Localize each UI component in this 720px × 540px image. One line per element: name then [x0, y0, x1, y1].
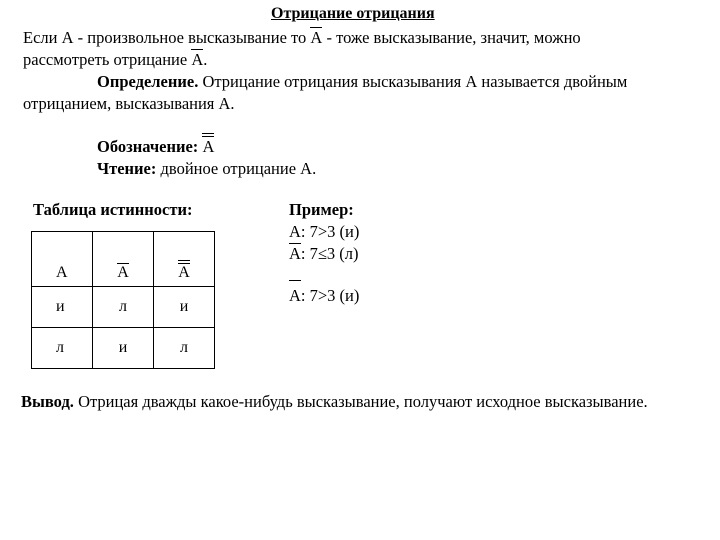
- page-title: Отрицание отрицания: [271, 5, 435, 22]
- header-a: А: [32, 232, 93, 287]
- table-cell: и: [93, 328, 154, 369]
- conclusion: [21, 392, 648, 412]
- intro-line-1: [23, 28, 581, 48]
- conclusion-text: Отрицая дважды какое-нибудь высказывание, получают исходное высказывание.: [73, 392, 648, 411]
- definition-line-1: [97, 72, 627, 92]
- example-line-1: А: 7>3 (и): [289, 222, 360, 241]
- table-header-row: [32, 232, 215, 287]
- reading-text: двойное отрицание А.: [156, 159, 317, 178]
- table-row: [32, 328, 215, 369]
- intro-line-2: [23, 50, 207, 70]
- table-cell: л: [93, 287, 154, 328]
- definition-line-2: отрицанием, высказывания А.: [23, 94, 235, 113]
- example-label: Пример:: [289, 200, 354, 219]
- truth-table: [31, 231, 215, 369]
- truth-table-caption: Таблица истинности:: [33, 200, 193, 219]
- table-cell: и: [154, 287, 215, 328]
- intro-text: Если А - произвольное высказывание то: [23, 28, 311, 47]
- example-line-3: А: 7>3 (и): [289, 286, 360, 305]
- notation-label: Обозначение:: [97, 137, 199, 156]
- negated-a: А: [310, 28, 323, 47]
- reading-line: [97, 159, 316, 179]
- example-line-2: А: 7≤3 (л): [289, 244, 359, 263]
- table-cell: и: [32, 287, 93, 328]
- negated-a: А: [191, 50, 204, 69]
- definition-label: Определение.: [97, 72, 199, 91]
- reading-label: Чтение:: [97, 159, 157, 178]
- notation-line: [97, 137, 214, 157]
- intro-text: .: [203, 50, 208, 69]
- definition-text: Отрицание отрицания высказывания А называется двойным: [198, 72, 628, 91]
- intro-text: - тоже высказывание, значит, можно: [322, 28, 581, 47]
- header-double-not-a: А: [154, 232, 215, 287]
- header-not-a: А: [93, 232, 154, 287]
- double-negated-a: А: [202, 137, 215, 156]
- table-cell: л: [32, 328, 93, 369]
- intro-text: рассмотреть отрицание: [23, 50, 192, 69]
- table-row: [32, 287, 215, 328]
- conclusion-label: Вывод.: [21, 392, 74, 411]
- table-cell: л: [154, 328, 215, 369]
